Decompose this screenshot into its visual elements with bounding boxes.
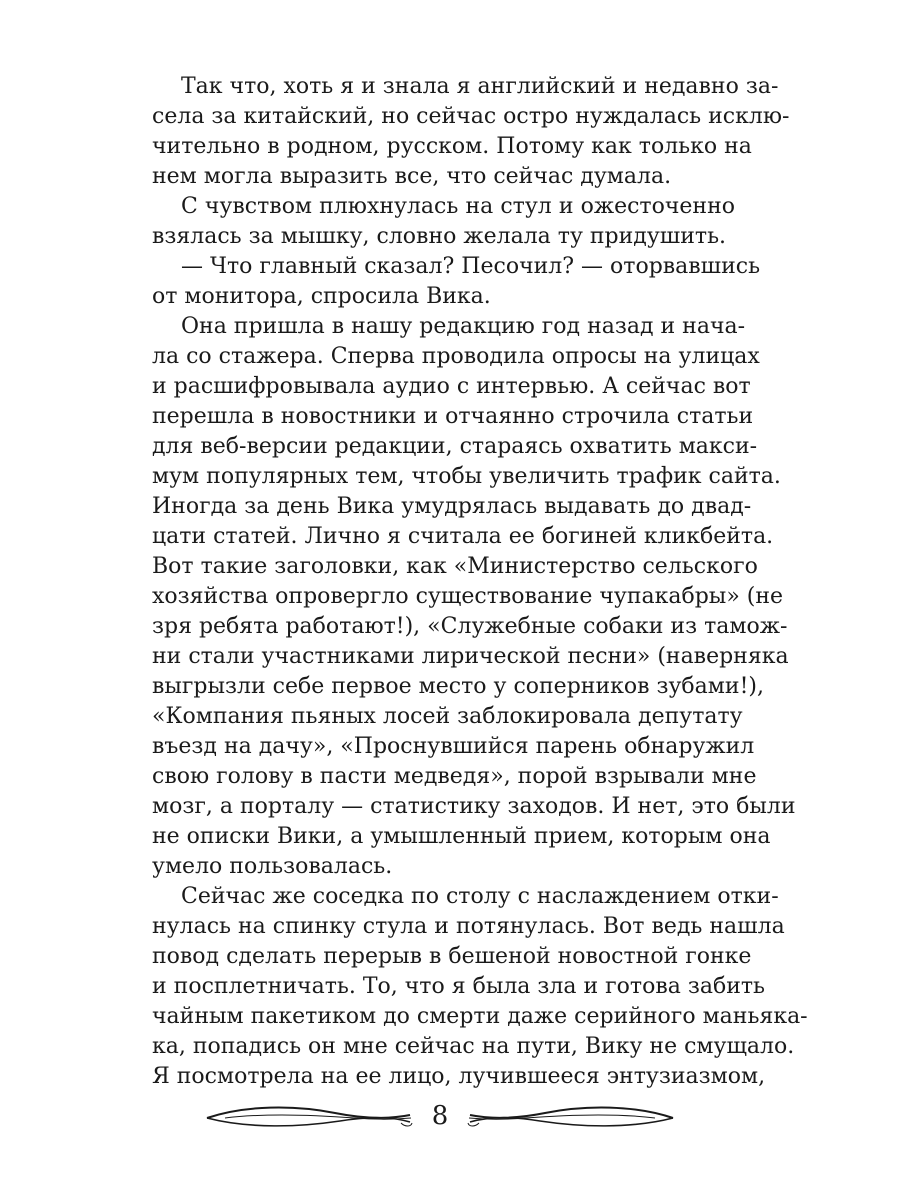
text-line: взялась за мышку, словно желала ту придушить. <box>152 224 727 249</box>
text-line: въезд на дачу», «Проснувшийся парень обнаружил <box>152 734 755 759</box>
text-line: «Компания пьяных лосей заблокировала депутату <box>152 704 743 729</box>
text-line: Я посмотрела на ее лицо, лучившееся энтузиазмом, <box>152 1064 766 1089</box>
text-line: выгрызли себе первое место у соперников зубами!), <box>152 674 764 699</box>
page-footer <box>0 1095 900 1145</box>
text-line: чайным пакетиком до смерти даже серийного маньяка- <box>152 1004 808 1029</box>
text-line: мум популярных тем, чтобы увеличить трафик сайта. <box>152 464 781 489</box>
text-line: ни стали участниками лирической песни» (наверняка <box>152 644 789 669</box>
text-line: для веб-версии редакции, стараясь охватить макси- <box>152 434 758 459</box>
text-line: ка, попадись он мне сейчас на пути, Вику не смущало. <box>152 1034 795 1059</box>
text-line: Иногда за день Вика умудрялась выдавать до двад- <box>152 494 752 519</box>
text-line: Сейчас же соседка по столу с наслаждением отки- <box>181 884 779 909</box>
text-line: не описки Вики, а умышленный прием, которым она <box>152 824 771 849</box>
text-line: мозг, а порталу — статистику заходов. И нет, это были <box>152 794 796 819</box>
text-line: нем могла выразить все, что сейчас думала. <box>152 164 672 189</box>
text-line: села за китайский, но сейчас остро нуждалась исклю- <box>152 104 790 129</box>
text-line: цати статей. Лично я считала ее богиней кликбейта. <box>152 524 774 549</box>
text-line: Вот такие заголовки, как «Министерство сельского <box>152 554 758 579</box>
text-line: умело пользовалась. <box>152 854 393 879</box>
left-flourish-icon <box>205 1103 415 1133</box>
text-line: и посплетничать. То, что я была зла и готова забить <box>152 974 766 999</box>
text-line: С чувством плюхнулась на стул и ожесточенно <box>181 194 735 219</box>
page-text <box>152 72 808 1092</box>
text-line: хозяйства опровергло существование чупакабры» (не <box>152 584 784 609</box>
text-line: Так что, хоть я и знала я английский и недавно за- <box>181 74 779 99</box>
text-line: зря ребята работают!), «Служебные собаки из тамож- <box>152 614 788 639</box>
text-line: свою голову в пасти медведя», порой взрывали мне <box>152 764 757 789</box>
text-line: повод сделать перерыв в бешеной новостной гонке <box>152 944 752 969</box>
text-line: — Что главный сказал? Песочил? — оторвавшись <box>181 254 761 279</box>
text-line: чительно в родном, русском. Потому как только на <box>152 134 752 159</box>
text-line: Она пришла в нашу редакцию год назад и нача- <box>181 314 746 339</box>
text-line: ла со стажера. Сперва проводила опросы на улицах <box>152 344 760 369</box>
right-flourish-icon <box>465 1103 675 1133</box>
text-line: нулась на спинку стула и потянулась. Вот ведь нашла <box>152 914 785 939</box>
text-line: от монитора, спросила Вика. <box>152 284 491 309</box>
text-line: и расшифровывала аудио с интервью. А сейчас вот <box>152 374 751 399</box>
text-line: перешла в новостники и отчаянно строчила статьи <box>152 404 754 429</box>
page-number: 8 <box>431 1101 449 1131</box>
